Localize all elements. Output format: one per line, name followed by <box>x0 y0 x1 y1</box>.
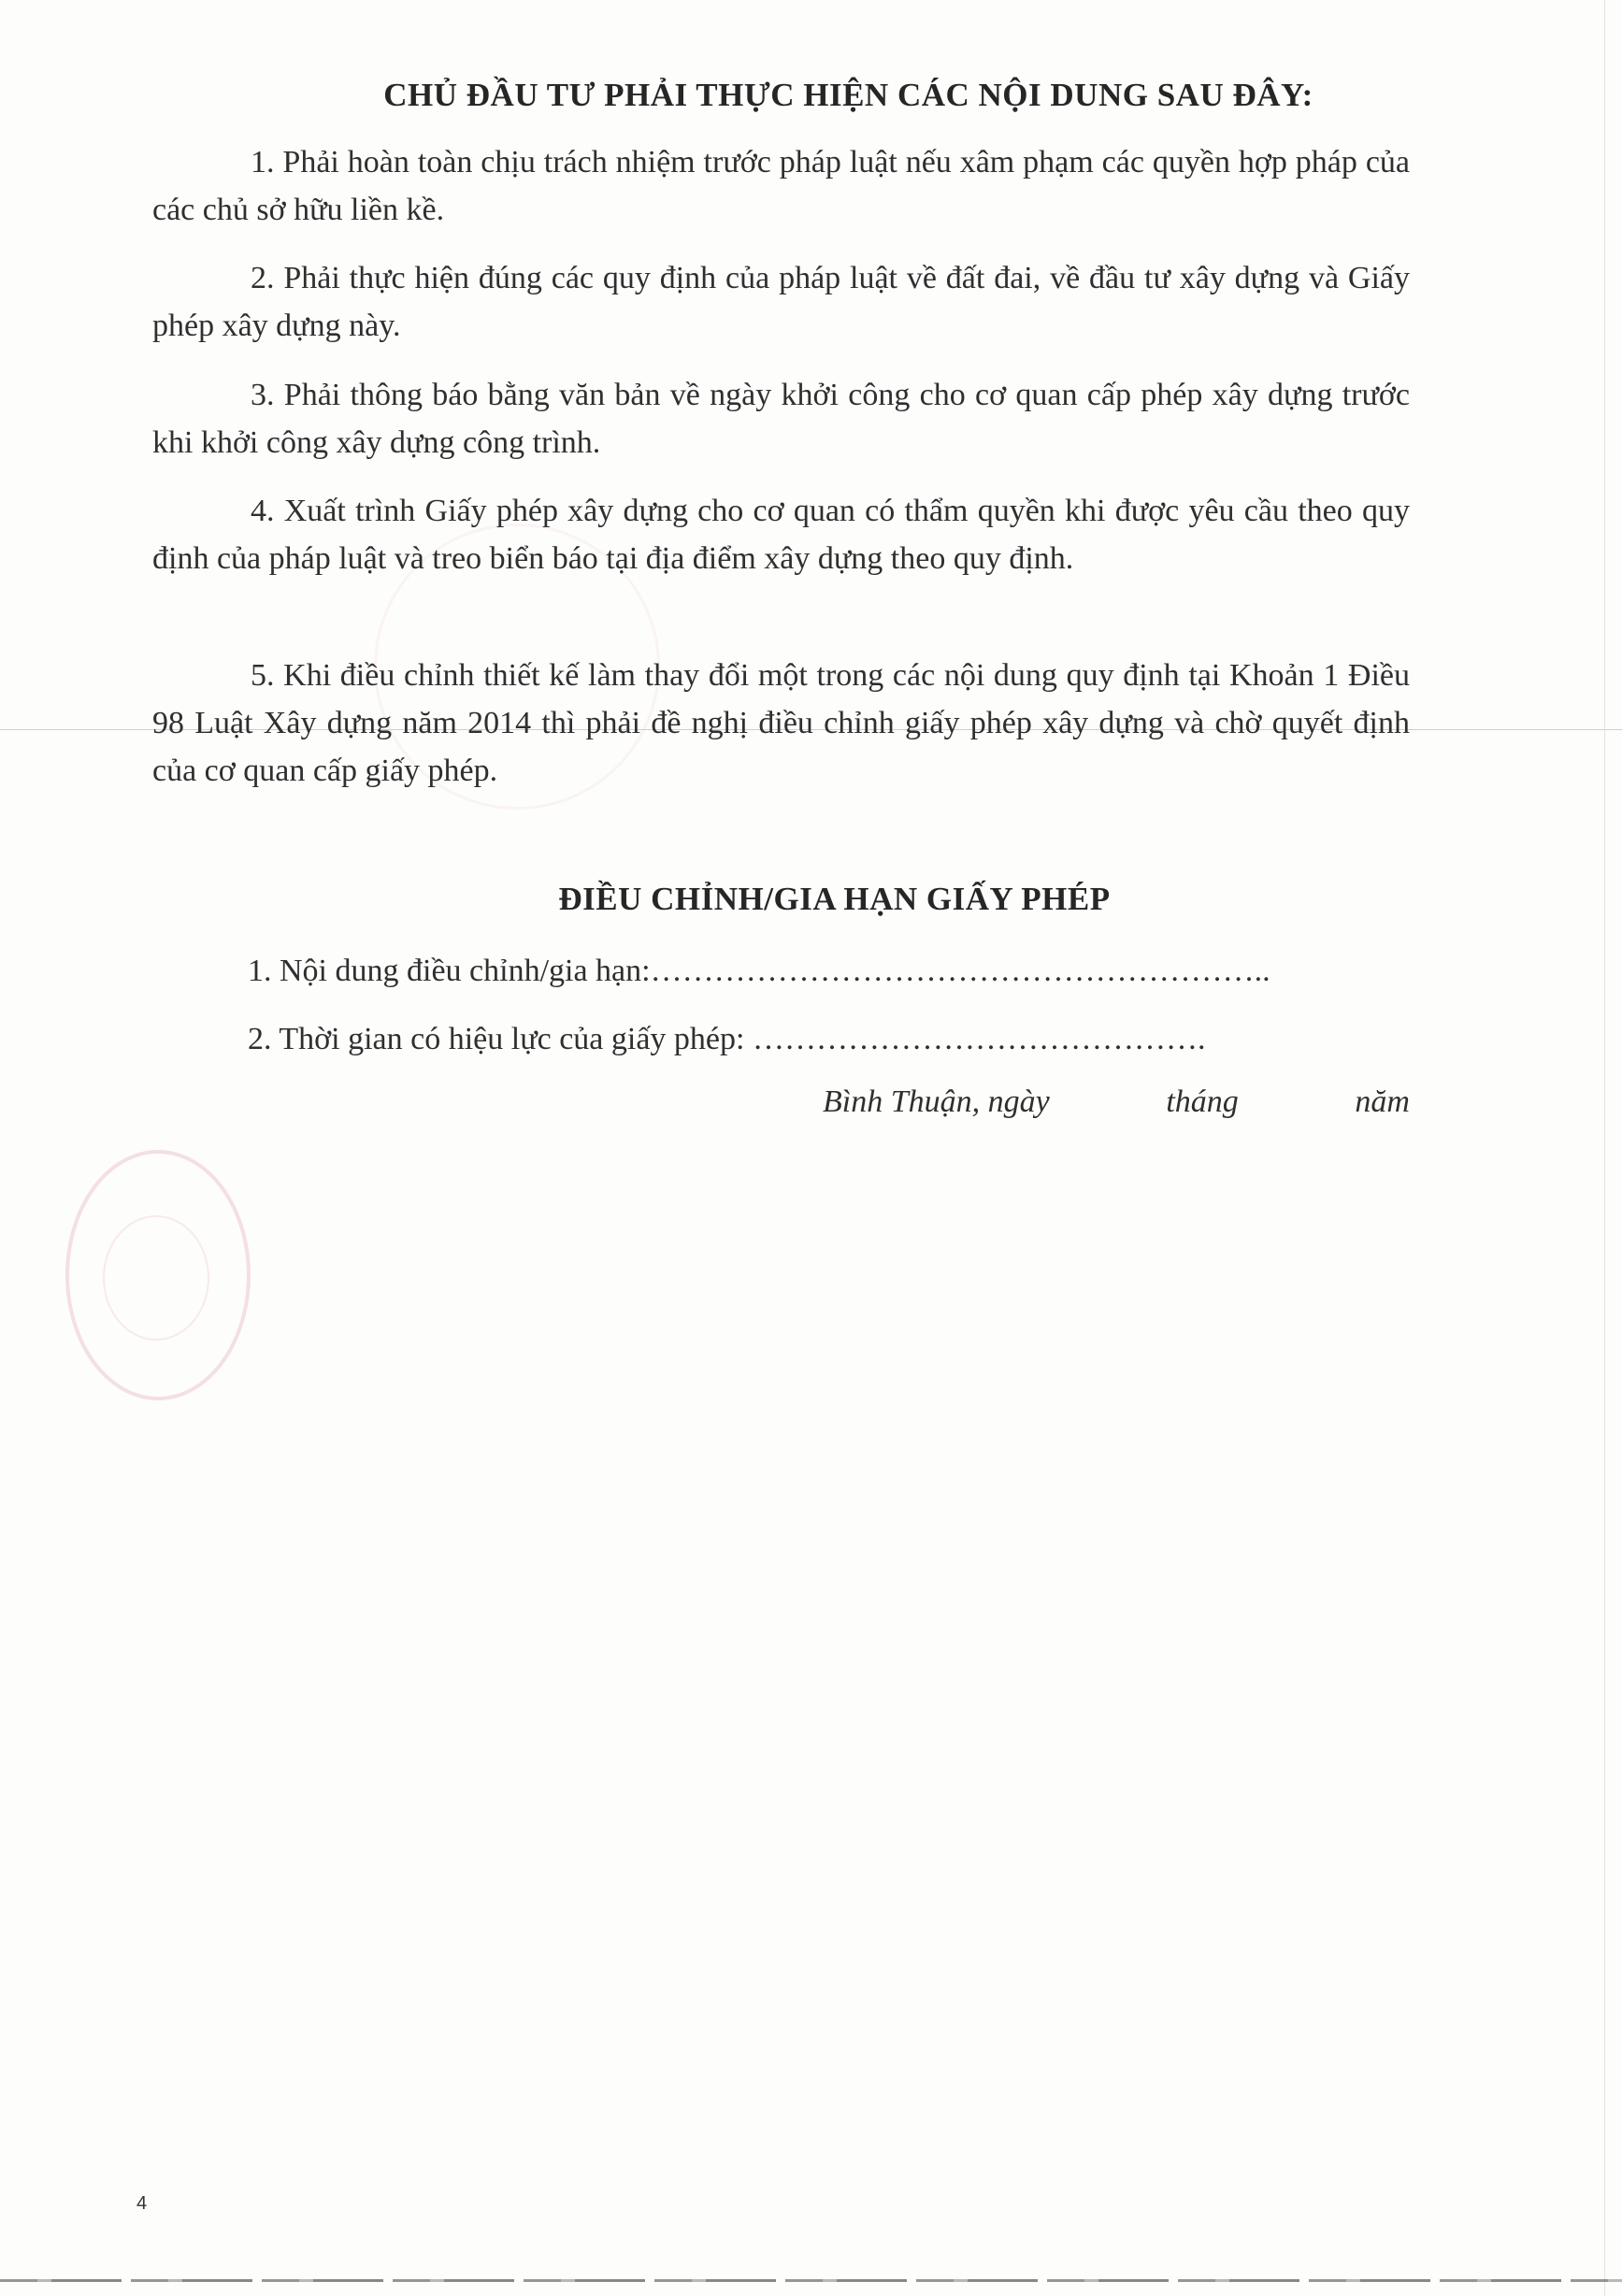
adjustment-content-line: 1. Nội dung điều chỉnh/gia hạn:………………………………………………….. <box>248 954 1270 988</box>
place-date-line <box>823 1078 1410 1126</box>
validity-period-line: 2. Thời gian có hiệu lực của giấy phép: ……………………………………. <box>248 1022 1206 1056</box>
section-heading-adjustment: ĐIỀU CHỈNH/GIA HẠN GIẤY PHÉP <box>558 881 1111 917</box>
obligation-item-5: 5. Khi điều chỉnh thiết kế làm thay đổi một trong các nội dung quy định tại Khoản 1 Điều 98 Luật Xây dựng năm 2014 thì phải đề nghị điều chỉnh giấy phép xây dựng và chờ quyết định của cơ quan cấp giấy phép. <box>152 658 1410 788</box>
month-label: tháng <box>1166 1084 1239 1119</box>
scan-right-edge <box>1604 0 1605 2296</box>
place-day-label: Bình Thuận, ngày <box>823 1084 1050 1119</box>
section-heading-obligations: CHỦ ĐẦU TƯ PHẢI THỰC HIỆN CÁC NỘI DUNG SAU ĐÂY: <box>383 77 1313 113</box>
scan-bottom-edge <box>0 2279 1622 2282</box>
obligation-item-1: 1. Phải hoàn toàn chịu trách nhiệm trước pháp luật nếu xâm phạm các quyền hợp pháp của các chủ sở hữu liền kề. <box>152 145 1410 227</box>
obligation-item-4: 4. Xuất trình Giấy phép xây dựng cho cơ quan có thẩm quyền khi được yêu cầu theo quy định của pháp luật và treo biển báo tại địa điểm xây dựng theo quy định. <box>152 494 1410 576</box>
year-label: năm <box>1355 1084 1410 1119</box>
faded-seal-inner-ring <box>103 1215 209 1341</box>
obligation-item-2: 2. Phải thực hiện đúng các quy định của pháp luật về đất đai, về đầu tư xây dựng và Giấy phép xây dựng này. <box>152 261 1410 343</box>
obligation-item-3: 3. Phải thông báo bằng văn bản về ngày khởi công cho cơ quan cấp phép xây dựng trước khi khởi công xây dựng công trình. <box>152 378 1410 460</box>
page-number: 4 <box>136 2193 148 2214</box>
